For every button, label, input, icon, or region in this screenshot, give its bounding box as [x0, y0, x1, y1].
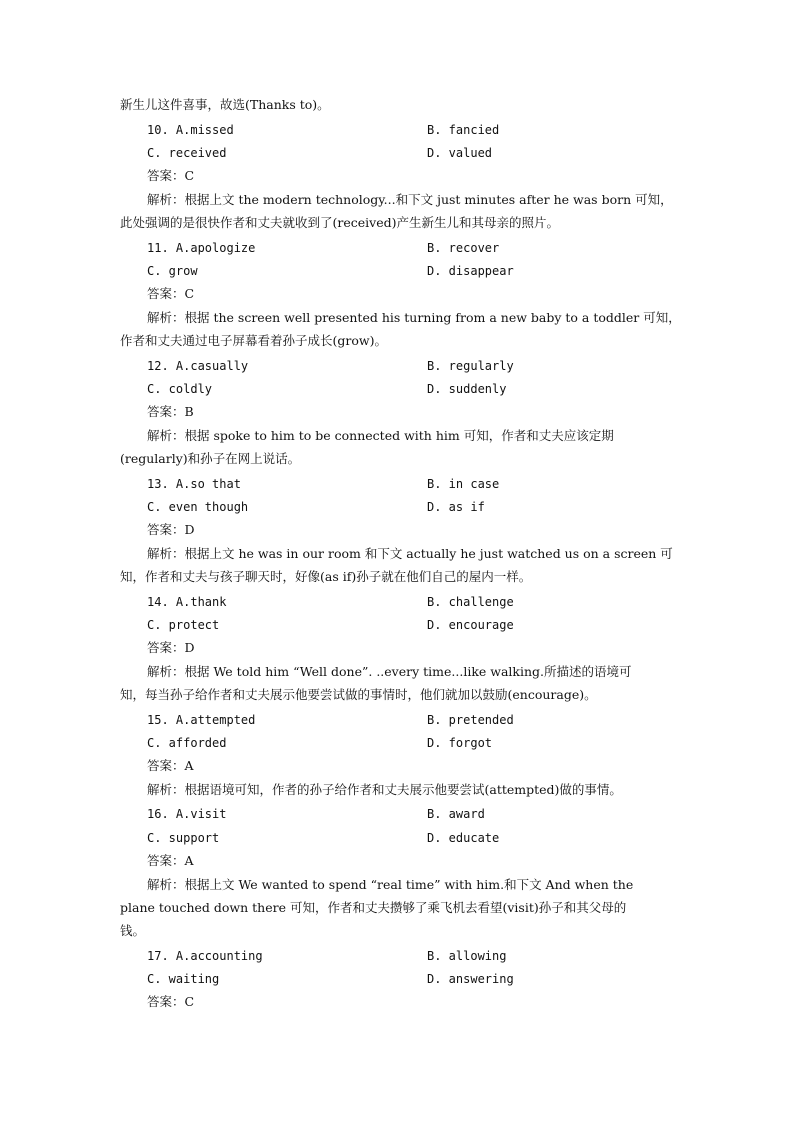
- option-a: 14. A.thank: [147, 595, 227, 609]
- option-c: C. afforded: [147, 736, 227, 750]
- explanation-line: 钱。: [120, 923, 146, 938]
- option-b: B. regularly: [427, 359, 514, 373]
- explanation-line: 知，每当孙子给作者和丈夫展示他要尝试做的事情时，他们就加以鼓励(encourage)。: [120, 687, 597, 702]
- explanation-line: 解析：根据上文 he was in our room 和下文 actually he just watched us on a screen 可: [147, 546, 673, 561]
- explanation-line: 解析：根据上文 We wanted to spend “real time” with him.和下文 And when the: [147, 877, 634, 892]
- explanation-line: 知，作者和丈夫与孩子聊天时，好像(as if)孙子就在他们自己的屋内一样。: [120, 569, 532, 584]
- explanation-line: 解析：根据 We told him “Well done”. ..every time...like walking.所描述的语境可: [147, 664, 632, 679]
- explanation-line: 作者和丈夫通过电子屏幕看着孙子成长(grow)。: [120, 333, 387, 348]
- intro-line: 新生儿这件喜事，故选(Thanks to)。: [120, 97, 330, 112]
- option-c: C. received: [147, 146, 227, 160]
- explanation-line: 解析：根据语境可知，作者的孙子给作者和丈夫展示他要尝试(attempted)做的事情。: [147, 782, 622, 797]
- option-d: D. encourage: [427, 618, 514, 632]
- option-c: C. grow: [147, 264, 198, 278]
- option-c: C. support: [147, 831, 220, 845]
- option-b: B. in case: [427, 477, 500, 491]
- option-d: D. forgot: [427, 736, 493, 750]
- answer-line: 答案：D: [147, 640, 195, 655]
- option-c: C. protect: [147, 618, 220, 632]
- option-d: D. suddenly: [427, 382, 507, 396]
- option-b: B. challenge: [427, 595, 514, 609]
- explanation-line: 解析：根据上文 the modern technology...和下文 just minutes after he was born 可知，: [147, 192, 673, 207]
- explanation-line: 解析：根据 the screen well presented his turning from a new baby to a toddler 可知，: [147, 310, 681, 325]
- answer-line: 答案：A: [147, 758, 194, 773]
- option-b: B. fancied: [427, 123, 500, 137]
- option-d: D. valued: [427, 146, 493, 160]
- answer-line: 答案：B: [147, 404, 194, 419]
- answer-line: 答案：C: [147, 168, 195, 183]
- answer-line: 答案：C: [147, 286, 195, 301]
- explanation-line: 解析：根据 spoke to him to be connected with him 可知，作者和丈夫应该定期: [147, 428, 614, 443]
- answer-line: 答案：C: [147, 994, 195, 1009]
- option-c: C. waiting: [147, 972, 220, 986]
- option-d: D. disappear: [427, 264, 514, 278]
- answer-line: 答案：A: [147, 853, 194, 868]
- option-a: 17. A.accounting: [147, 949, 263, 963]
- answer-line: 答案：D: [147, 522, 195, 537]
- option-b: B. award: [427, 807, 485, 821]
- option-a: 11. A.apologize: [147, 241, 256, 255]
- option-c: C. even though: [147, 500, 249, 514]
- option-b: B. pretended: [427, 713, 514, 727]
- explanation-line: plane touched down there 可知，作者和丈夫攒够了乘飞机去看望(visit)孙子和其父母的: [120, 900, 627, 915]
- explanation-line: (regularly)和孙子在网上说话。: [120, 451, 301, 466]
- option-a: 16. A.visit: [147, 807, 227, 821]
- option-d: D. as if: [427, 500, 485, 514]
- option-d: D. educate: [427, 831, 500, 845]
- explanation-line: 此处强调的是很快作者和丈夫就收到了(received)产生新生儿和其母亲的照片。: [120, 215, 559, 230]
- option-a: 12. A.casually: [147, 359, 249, 373]
- option-c: C. coldly: [147, 382, 213, 396]
- option-a: 15. A.attempted: [147, 713, 256, 727]
- option-b: B. allowing: [427, 949, 507, 963]
- option-b: B. recover: [427, 241, 500, 255]
- option-a: 10. A.missed: [147, 123, 234, 137]
- option-a: 13. A.so that: [147, 477, 241, 491]
- option-d: D. answering: [427, 972, 514, 986]
